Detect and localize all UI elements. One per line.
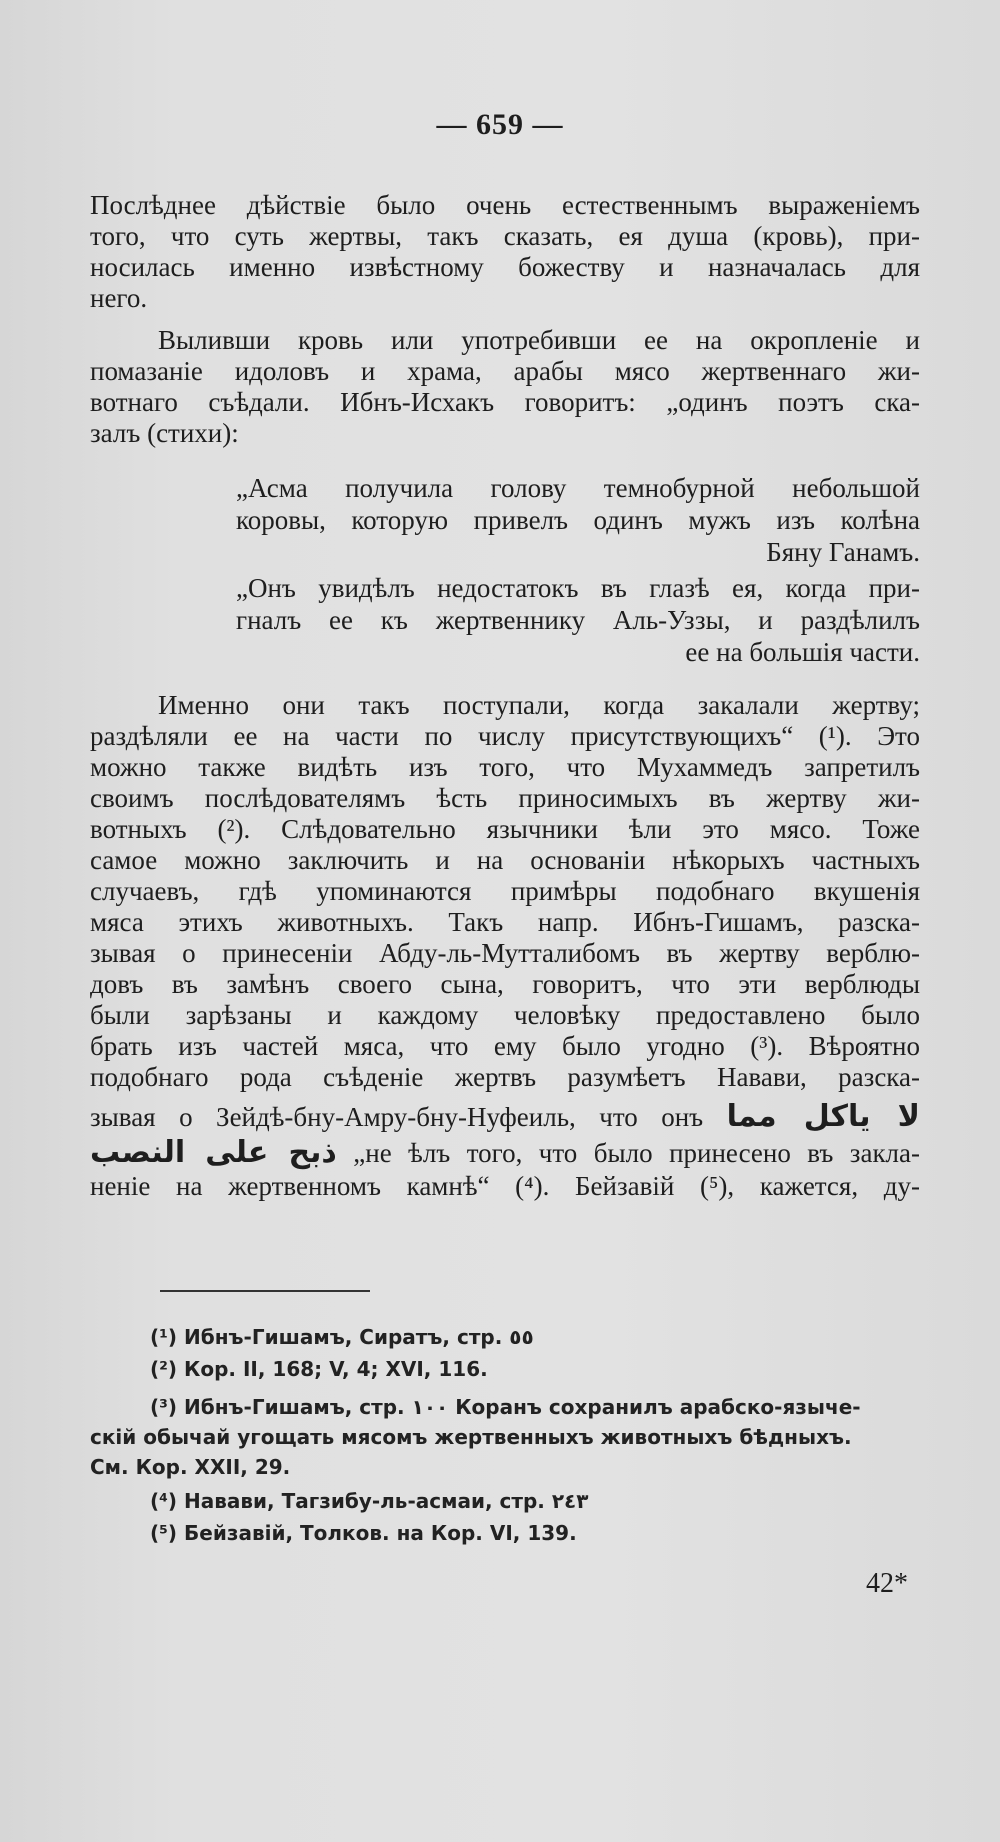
signature-mark: 42*: [866, 1568, 908, 1599]
text-line: помазаніе идоловъ и храма, арабы мясо жертвеннаго жи-: [90, 356, 920, 386]
text-line: зывая о принесеніи Абду-ль-Мутталибомъ въ жертву верблю-: [90, 938, 920, 968]
paragraph-3: [90, 690, 920, 1202]
text-line: Послѣднее дѣйствіе было очень естественнымъ выраженіемъ: [90, 190, 920, 220]
text-line: раздѣляли ее на части по числу присутствующихъ“ (¹). Это: [90, 721, 920, 751]
text-line-with-arabic: [90, 1135, 920, 1171]
footnote-line: скій обычай угощать мясомъ жертвенныхъ животныхъ бѣдныхъ.: [90, 1425, 852, 1449]
text-line-with-arabic: [90, 1099, 920, 1135]
text-line: мяса этихъ животныхъ. Такъ напр. Ибнъ-Гишамъ, разска-: [90, 907, 920, 937]
verse-line: ее на большія части.: [685, 637, 920, 667]
verse-1: [236, 472, 920, 568]
text-line: своимъ послѣдователямъ ѣсть приносимыхъ въ жертву жи-: [90, 783, 920, 813]
text-line: носилась именно извѣстному божеству и назначалась для: [90, 252, 920, 282]
text-line: того, что суть жертвы, такъ сказать, ея душа (кровь), при-: [90, 221, 920, 251]
footnote-5: (⁵) Бейзавій, Толков. на Кор. VI, 139.: [150, 1521, 577, 1545]
text-line: можно также видѣть изъ того, что Мухаммедъ запретилъ: [90, 752, 920, 782]
verse-line: „Асма получила голову темнобурной небольшой: [236, 473, 920, 503]
text-line: Именно они такъ поступали, когда закалали жертву;: [158, 690, 920, 720]
text-line: были зарѣзаны и каждому человѣку предоставлено было: [90, 1000, 920, 1030]
text-line: него.: [90, 283, 148, 313]
footnote-line: См. Кор. XXII, 29.: [90, 1455, 291, 1479]
arabic-phrase: ذبح على النصب: [90, 1135, 337, 1170]
footnote-2: (²) Кор. II, 168; V, 4; XVI, 116.: [150, 1357, 488, 1381]
text-line: подобнаго рода съѣденіе жертвъ разумѣетъ Навави, разска-: [90, 1062, 920, 1092]
text-line: неніе на жертвенномъ камнѣ“ (⁴). Бейзавій (⁵), кажется, ду-: [90, 1171, 920, 1201]
verse-line: коровы, которую привелъ одинъ мужъ изъ колѣна: [236, 505, 920, 535]
footnote-3: [90, 1392, 940, 1482]
verse-2: [236, 572, 920, 668]
text-line: случаевъ, гдѣ упоминаются примѣры подобнаго вкушенія: [90, 876, 920, 906]
text-fragment: зывая о Зейдѣ-бну-Амру-бну-Нуфеиль, что онъ: [90, 1102, 704, 1132]
arabic-phrase: لا ياكل مما: [726, 1099, 921, 1134]
text-line: брать изъ частей мяса, что ему было угодно (³). Вѣроятно: [90, 1031, 920, 1061]
text-line: вотныхъ (²). Слѣдовательно язычники ѣли это мясо. Тоже: [90, 814, 920, 844]
verse-line: „Онъ увидѣлъ недостатокъ въ глазѣ ея, когда при-: [236, 573, 920, 603]
text-line: довъ въ замѣнъ своего сына, говоритъ, что эти верблюды: [90, 969, 920, 999]
footnote-line: (³) Ибнъ-Гишамъ, стр. ١٠٠ Коранъ сохранилъ арабско-языче-: [150, 1395, 861, 1419]
footnote-1: (¹) Ибнъ-Гишамъ, Сиратъ, стр. ٥٥: [150, 1325, 534, 1349]
paragraph-2: [90, 325, 920, 449]
verse-line: Бяну Ганамъ.: [766, 537, 920, 567]
text-line: вотнаго съѣдали. Ибнъ-Исхакъ говоритъ: „одинъ поэтъ ска-: [90, 387, 920, 417]
paragraph-1: [90, 190, 920, 314]
text-line: самое можно заключить и на основаніи нѣкорыхъ частныхъ: [90, 845, 920, 875]
footnote-divider: [160, 1290, 370, 1292]
footnote-4: (⁴) Навави, Тагзибу-ль-асмаи, стр. ٢٤٣: [150, 1489, 589, 1513]
text-fragment: „не ѣлъ того, что было принесено въ закла-: [353, 1138, 921, 1168]
verse-line: гналъ ее къ жертвеннику Аль-Уззы, и раздѣлилъ: [236, 605, 920, 635]
page-number: — 659 —: [436, 108, 564, 141]
text-line: Выливши кровь или употребивши ее на окропленіе и: [158, 325, 920, 355]
text-line: залъ (стихи):: [90, 418, 239, 448]
